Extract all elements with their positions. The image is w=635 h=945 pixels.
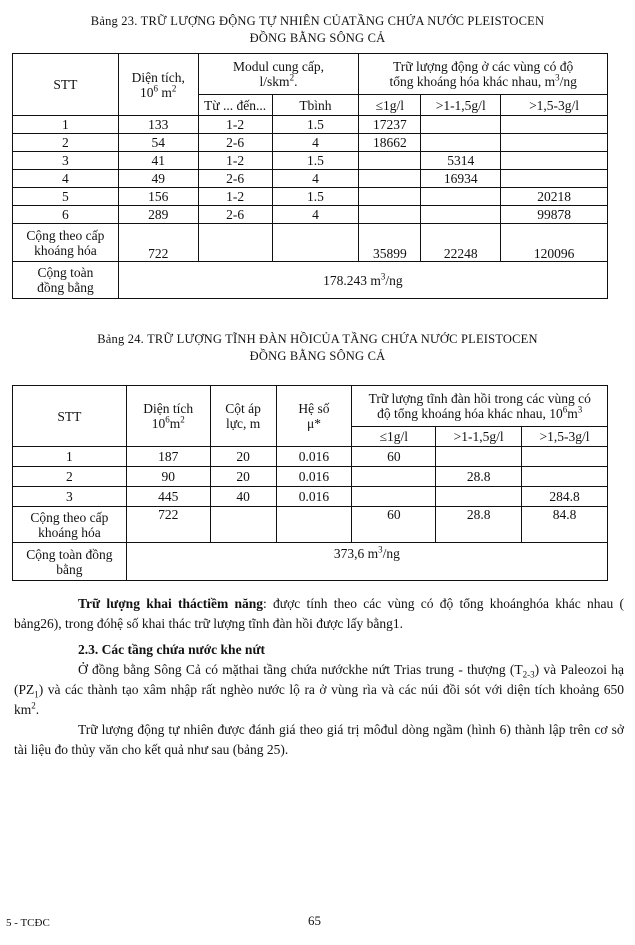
page-number: 65 <box>308 913 321 928</box>
table-24 <box>12 385 608 581</box>
cell-range: 1-2 <box>198 188 272 206</box>
table24-header-c2: >1-1,5g/l <box>436 427 522 447</box>
table23-header-c2: >1-1,5g/l <box>421 95 501 116</box>
table24-header-c3: >1,5-3g/l <box>522 427 608 447</box>
cell-area: 49 <box>118 170 198 188</box>
table-row <box>13 188 608 206</box>
cell-avg: 1.5 <box>272 188 359 206</box>
cell-c1: 60 <box>352 447 436 467</box>
table-row <box>13 170 608 188</box>
cell-c3 <box>501 152 608 170</box>
cell-c3: 20218 <box>501 188 608 206</box>
table23-caption-line2: ĐỒNG BẰNG SÔNG CẢ <box>249 31 386 45</box>
table23-caption <box>0 13 635 47</box>
cell-stt: 5 <box>13 188 119 206</box>
cell-stt: 3 <box>13 152 119 170</box>
cell-stt: 1 <box>13 116 119 134</box>
table23-header-area: Diện tích, $10^6$ $m^2$ <box>118 54 198 116</box>
cell-c3 <box>501 116 608 134</box>
table23-total-label: Cộng toàn đồng bằng <box>13 262 119 299</box>
cell-range: 2-6 <box>198 170 272 188</box>
cell-c2 <box>421 116 501 134</box>
cell-c2: 16934 <box>421 170 501 188</box>
table24-sum-row <box>13 507 608 543</box>
table24-caption-line2: ĐỒNG BẰNG SÔNG CẢ <box>249 349 386 363</box>
table24-caption-line1: Bảng 24. TRỮ LƯỢNG TĨNH ĐÀN HỒICỦA TẦNG CHỨA NƯỚC PLEISTOCEN <box>97 332 538 346</box>
cell-head: 20 <box>210 467 276 487</box>
cell-c2 <box>421 188 501 206</box>
cell-sum-area: 722 <box>118 224 198 262</box>
cell-stt: 2 <box>13 134 119 152</box>
cell-c3: 284.8 <box>522 487 608 507</box>
cell-c2 <box>421 206 501 224</box>
cell-c3: 99878 <box>501 206 608 224</box>
table24-total-row <box>13 543 608 581</box>
cell-area: 90 <box>126 467 210 487</box>
cell-area: 41 <box>118 152 198 170</box>
footer-source: 5 - TCĐC <box>6 917 50 929</box>
cell-stt: 6 <box>13 206 119 224</box>
cell-area: 54 <box>118 134 198 152</box>
table24-total-label: Cộng toàn đồng bằng <box>13 543 127 581</box>
cell-c2: 5314 <box>421 152 501 170</box>
cell-c2: 28.8 <box>436 467 522 487</box>
cell-c1 <box>359 152 421 170</box>
table-row <box>13 134 608 152</box>
cell-range: 2-6 <box>198 134 272 152</box>
cell-c3 <box>522 447 608 467</box>
cell-c2 <box>436 487 522 507</box>
cell-avg: 4 <box>272 170 359 188</box>
table24-total-value: 373,6 $m^3/ng$ <box>126 543 607 581</box>
cell-sum-c2: 28.8 <box>436 507 522 543</box>
table23-header-modul: Modul cung cấp, l/skm$^2$. <box>198 54 359 95</box>
paragraph-exploitation-bold: Trữ lượng khai tháctiềm năng <box>78 596 263 611</box>
cell-c1 <box>359 170 421 188</box>
cell-c3 <box>522 467 608 487</box>
cell-c1 <box>352 487 436 507</box>
cell-c1 <box>359 206 421 224</box>
table23-total-row <box>13 262 608 299</box>
cell-c1 <box>359 188 421 206</box>
table24-header-coef: Hệ số μ* <box>276 386 352 447</box>
cell-sum-area: 722 <box>126 507 210 543</box>
cell-range: 1-2 <box>198 116 272 134</box>
table24-caption <box>0 331 635 365</box>
cell-c3 <box>501 170 608 188</box>
table-row <box>13 206 608 224</box>
cell-area: 445 <box>126 487 210 507</box>
table24-header-stt: STT <box>13 386 127 447</box>
paragraph-exploitation: Trữ lượng khai tháctiềm năng: được tính theo các vùng có độ tổng khoánghóa khác nhau ( bảng26), trong đóhệ số khai thác trữ lượng tĩnh đàn hồi được lấy bằng1. <box>14 596 624 631</box>
table24-header-area: Diện tích $10^6m^2$ <box>126 386 210 447</box>
table23-header-reserve: Trữ lượng động ở các vùng có độ tổng khoáng hóa khác nhau, $m^3/ng$ <box>359 54 608 95</box>
cell-avg: 1.5 <box>272 116 359 134</box>
table23-sum-row <box>13 224 608 262</box>
cell-c3 <box>501 134 608 152</box>
table23-header-stt: STT <box>13 54 119 116</box>
table23-sum-label: Cộng theo cấp khoáng hóa <box>13 224 119 262</box>
cell-stt: 2 <box>13 467 127 487</box>
table24-header-reserve: Trữ lượng tĩnh đàn hồi trong các vùng có độ tổng khoáng hóa khác nhau, $10^6m^3$ <box>352 386 608 427</box>
table-row <box>13 487 608 507</box>
cell-coef: 0.016 <box>276 467 352 487</box>
cell-area: 289 <box>118 206 198 224</box>
table23-header-range: Từ ... đến... <box>198 95 272 116</box>
paragraph-aquifers: Ở đồng bằng Sông Cả có mặthai tầng chứa nướckhe nứt Trias trung - thượng $(T_{2-3})$ và Paleozoi hạ $(PZ_1)$ và các thành tạo xâm nhập rất nghèo nước lộ ra ở vùng rìa và các núi đồi sót với diện tích khoảng 650 $km^2$. <box>14 662 624 717</box>
table-row <box>13 467 608 487</box>
cell-area: 156 <box>118 188 198 206</box>
table24-header-head: Cột áp lực, m <box>210 386 276 447</box>
table23-header-c3: >1,5-3g/l <box>501 95 608 116</box>
cell-range: 2-6 <box>198 206 272 224</box>
table24-header-c1: ≤1g/l <box>352 427 436 447</box>
table-row <box>13 447 608 467</box>
cell-c2 <box>436 447 522 467</box>
cell-area: 187 <box>126 447 210 467</box>
table23-header-avg: Tbình <box>272 95 359 116</box>
cell-sum-c1: 60 <box>352 507 436 543</box>
cell-coef: 0.016 <box>276 447 352 467</box>
cell-c1: 17237 <box>359 116 421 134</box>
cell-range: 1-2 <box>198 152 272 170</box>
cell-head: 20 <box>210 447 276 467</box>
table23-caption-line1: Bảng 23. TRỮ LƯỢNG ĐỘNG TỰ NHIÊN CỦATẦNG CHỨA NƯỚC PLEISTOCEN <box>90 14 545 28</box>
cell-c1: 18662 <box>359 134 421 152</box>
cell-avg: 4 <box>272 134 359 152</box>
table23-total-value: 178.243 $m^3/ng$ <box>118 262 607 299</box>
paragraph-dynamic-reserve: Trữ lượng động tự nhiên được đánh giá theo giá trị môđul dòng ngầm (hình 6) thành lập trên cơ sở tài liệu đo thủy văn cho kết quả như sau (bảng 25). <box>14 722 624 757</box>
cell-avg: 4 <box>272 206 359 224</box>
table23-header-c1: ≤1g/l <box>359 95 421 116</box>
cell-stt: 1 <box>13 447 127 467</box>
cell-sum-c2: 22248 <box>421 224 501 262</box>
cell-sum-c1: 35899 <box>359 224 421 262</box>
cell-stt: 3 <box>13 487 127 507</box>
cell-area: 133 <box>118 116 198 134</box>
table-row <box>13 116 608 134</box>
cell-sum-c3: 120096 <box>501 224 608 262</box>
cell-head: 40 <box>210 487 276 507</box>
cell-coef: 0.016 <box>276 487 352 507</box>
section-heading: 2.3. Các tầng chứa nước khe nứt <box>78 642 266 657</box>
table-23 <box>12 53 608 299</box>
cell-c2 <box>421 134 501 152</box>
table24-sum-label: Cộng theo cấp khoáng hóa <box>13 507 127 543</box>
table-row <box>13 152 608 170</box>
cell-c1 <box>352 467 436 487</box>
cell-avg: 1.5 <box>272 152 359 170</box>
cell-stt: 4 <box>13 170 119 188</box>
cell-sum-c3: 84.8 <box>522 507 608 543</box>
